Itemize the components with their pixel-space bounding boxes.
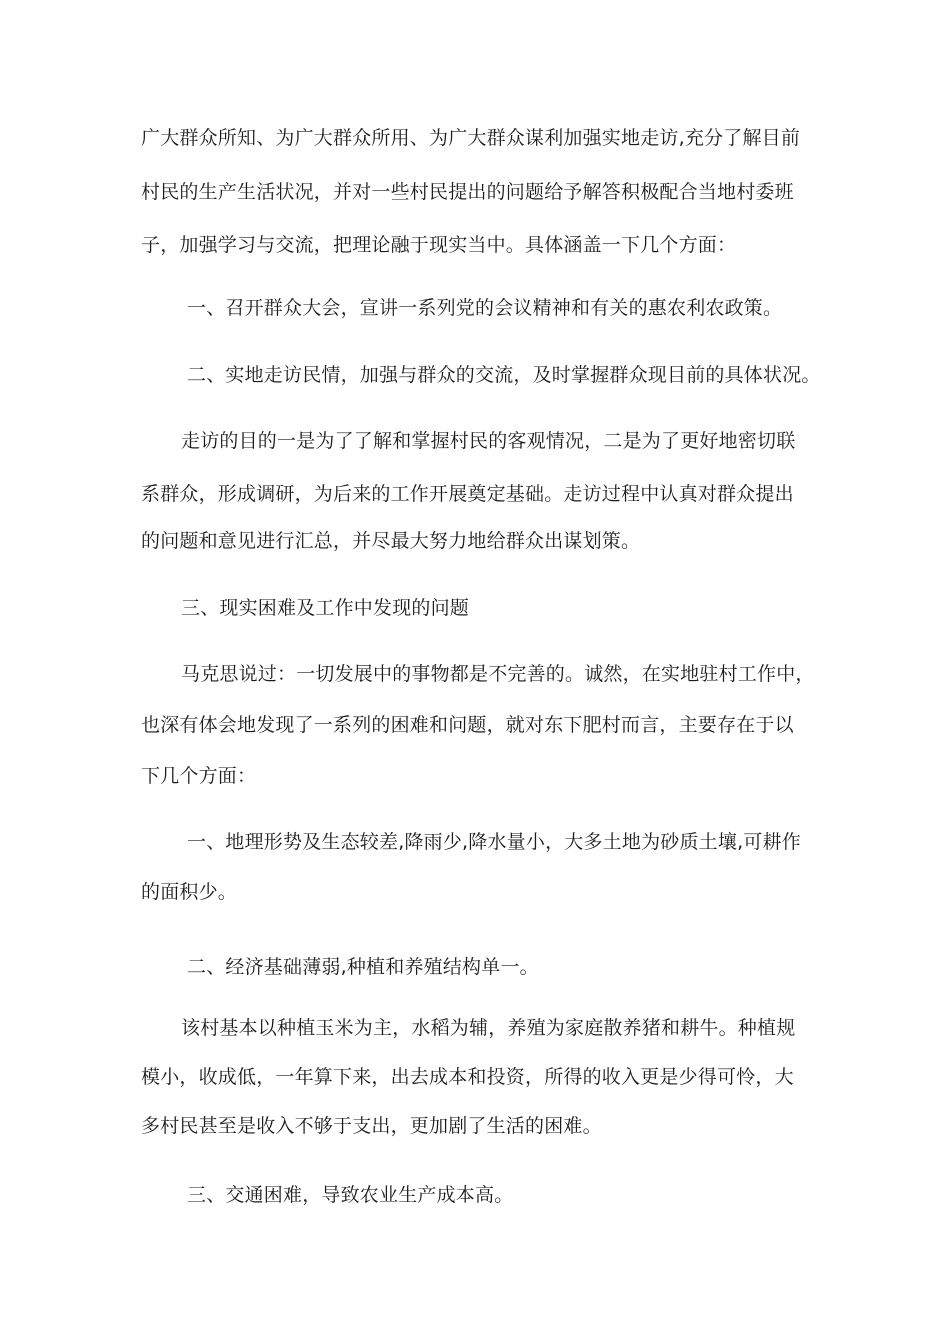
list-item: 二、经济基础薄弱,种植和养殖结构单一。 bbox=[187, 956, 539, 978]
paragraph-line: 村民的生产生活状况，并对一些村民提出的问题给予解答积极配合当地村委班 bbox=[141, 181, 794, 203]
paragraph-line: 也深有体会地发现了一系列的困难和问题，就对东下肥村而言，主要存在于以 bbox=[141, 714, 794, 736]
list-item: 三、交通困难，导致农业生产成本高。 bbox=[187, 1184, 514, 1206]
section-heading: 三、现实困难及工作中发现的问题 bbox=[181, 597, 470, 619]
paragraph-line: 多村民甚至是收入不够于支出，更加剧了生活的困难。 bbox=[141, 1115, 602, 1137]
paragraph-line: 该村基本以种植玉米为主，水稻为辅，养殖为家庭散养猪和耕牛。种植规 bbox=[181, 1017, 796, 1039]
paragraph-line: 马克思说过：一切发展中的事物都是不完善的。诚然，在实地驻村工作中， bbox=[181, 663, 815, 685]
paragraph-line: 走访的目的一是为了了解和掌握村民的客观情况，二是为了更好地密切联 bbox=[181, 430, 796, 452]
paragraph-line: 广大群众所知、为广大群众所用、为广大群众谋利加强实地走访,充分了解目前 bbox=[141, 127, 801, 149]
paragraph-line: 模小，收成低，一年算下来，出去成本和投资，所得的收入更是少得可怜，大 bbox=[141, 1066, 794, 1088]
paragraph-line: 系群众，形成调研，为后来的工作开展奠定基础。走访过程中认真对群众提出 bbox=[141, 483, 794, 505]
paragraph-line: 子，加强学习与交流，把理论融于现实当中。具体涵盖一下几个方面： bbox=[141, 234, 737, 256]
paragraph-line: 的面积少。 bbox=[141, 881, 238, 903]
list-item: 一、召开群众大会，宣讲一系列党的会议精神和有关的惠农利农政策。 bbox=[187, 297, 783, 319]
paragraph-line: 下几个方面： bbox=[141, 765, 257, 787]
paragraph-line: 的问题和意见进行汇总，并尽最大努力地给群众出谋划策。 bbox=[141, 530, 641, 552]
list-item: 一、地理形势及生态较差,降雨少,降水量小，大多土地为砂质土壤,可耕作 bbox=[187, 831, 801, 853]
list-item: 二、实地走访民情，加强与群众的交流，及时掌握群众现目前的具体状况。 bbox=[187, 364, 821, 386]
